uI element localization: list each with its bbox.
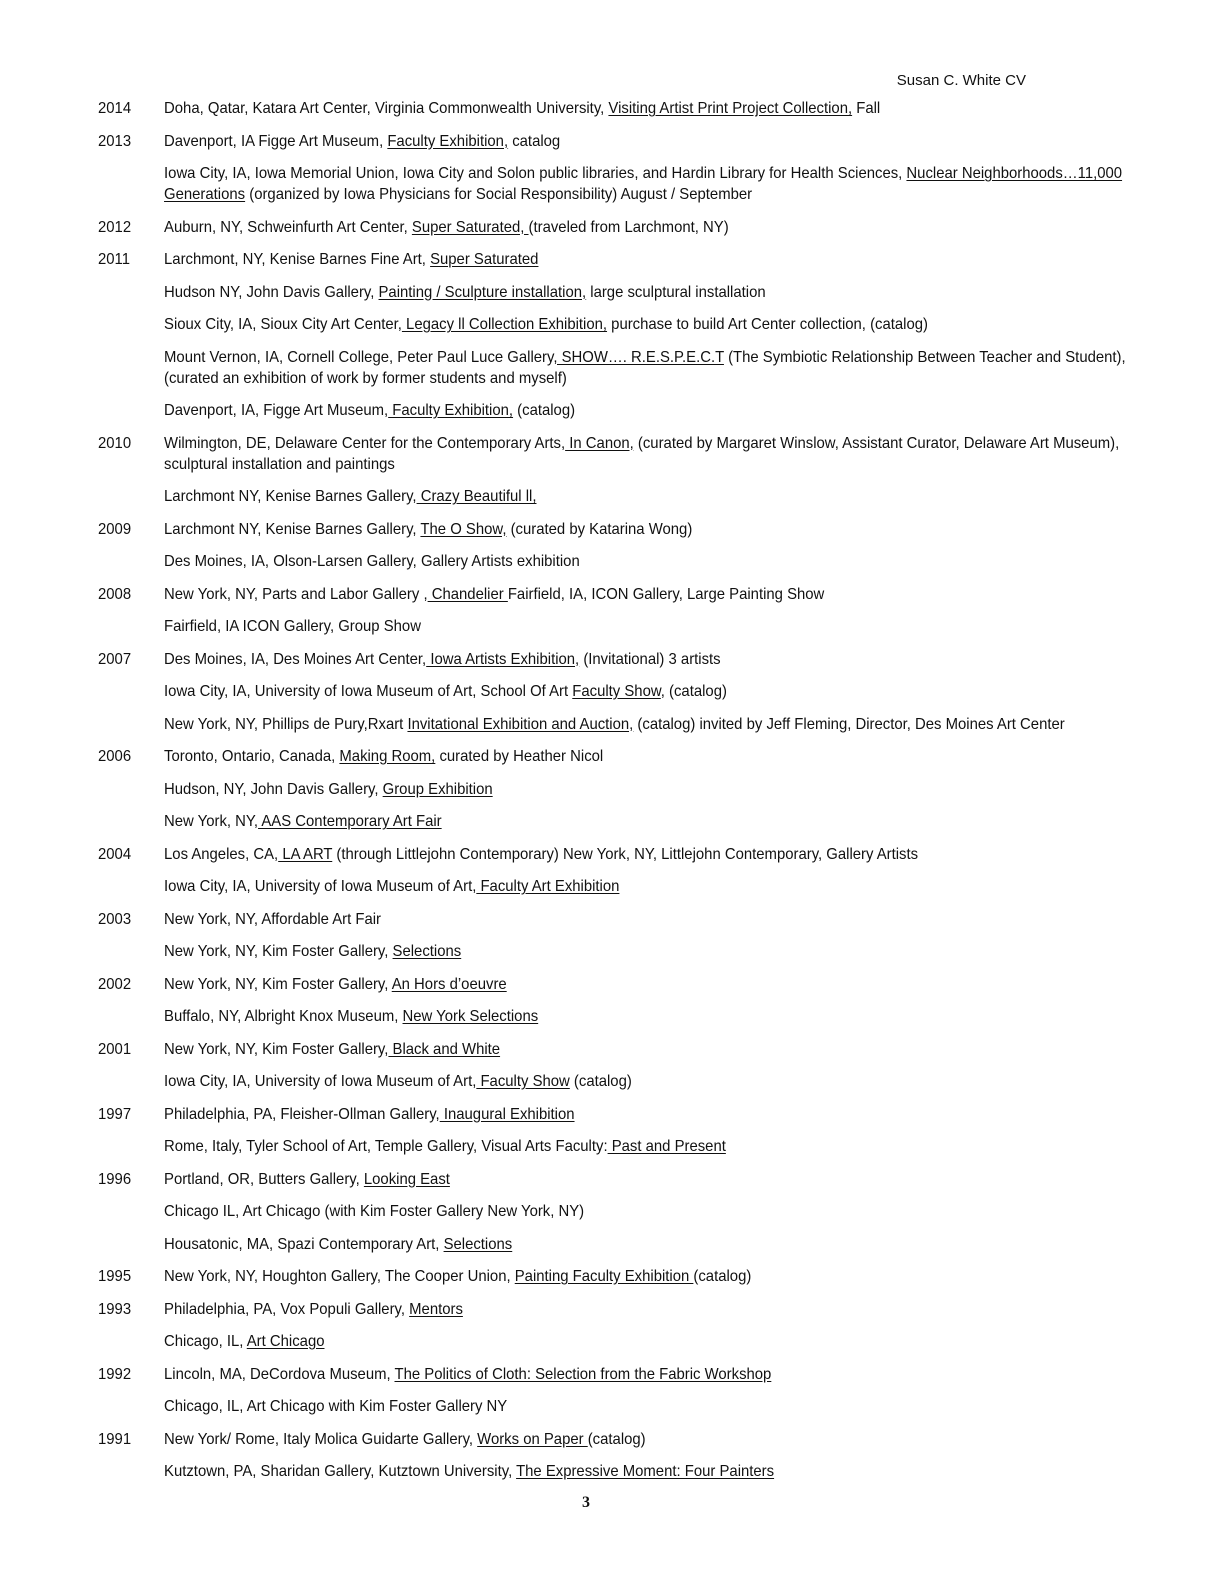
exhibition-venue: Auburn, NY, Schweinfurth Art Center, bbox=[164, 218, 412, 236]
exhibition-title: Crazy Beautiful ll, bbox=[416, 488, 537, 505]
exhibition-title: Past and Present bbox=[607, 1138, 726, 1155]
exhibition-venue: Iowa City, IA, University of Iowa Museum of Art, bbox=[164, 1073, 477, 1090]
exhibition-note: purchase to build Art Center collection, (catalog) bbox=[607, 316, 928, 333]
exhibition-entry bbox=[164, 909, 1182, 930]
exhibition-venue: Larchmont NY, Kenise Barnes Gallery, bbox=[164, 520, 421, 538]
exhibition-year: 2013 bbox=[98, 132, 132, 150]
exhibition-title: Making Room, bbox=[339, 748, 436, 765]
exhibition-note: curated by Heather Nicol bbox=[435, 748, 604, 765]
exhibition-note: (Invitational) 3 artists bbox=[579, 650, 721, 668]
exhibition-year: 2008 bbox=[98, 585, 132, 603]
exhibition-year: 2010 bbox=[98, 434, 132, 452]
exhibition-entry bbox=[164, 1331, 1182, 1352]
exhibition-row bbox=[98, 1071, 1182, 1092]
exhibition-row bbox=[98, 974, 1182, 995]
exhibition-row bbox=[98, 1201, 1182, 1222]
exhibition-title: Painting / Sculpture installation, bbox=[378, 283, 587, 301]
exhibition-entry bbox=[164, 746, 1182, 767]
exhibition-row bbox=[98, 811, 1182, 832]
exhibition-row bbox=[98, 131, 1182, 152]
exhibition-note: , (catalog) bbox=[660, 683, 727, 700]
exhibition-note: (curated by Katarina Wong) bbox=[506, 520, 693, 538]
exhibition-venue: Sioux City, IA, Sioux City Art Center, bbox=[164, 316, 402, 333]
exhibition-title: Invitational Exhibition and Auction, bbox=[407, 715, 634, 733]
exhibition-row bbox=[98, 1364, 1182, 1385]
exhibition-row bbox=[98, 314, 1182, 335]
exhibition-year: 2006 bbox=[98, 748, 132, 765]
exhibition-venue: Fairfield, IA ICON Gallery, Group Show bbox=[164, 618, 421, 635]
exhibition-note: Fall bbox=[852, 100, 881, 117]
exhibition-row bbox=[98, 519, 1182, 540]
exhibition-title: Visiting Artist Print Project Collection, bbox=[608, 100, 853, 117]
exhibition-entry bbox=[164, 249, 1182, 270]
exhibition-title: LA ART bbox=[278, 845, 333, 863]
exhibition-title: Selections bbox=[443, 1235, 513, 1253]
exhibition-entry bbox=[164, 1169, 1182, 1190]
exhibition-note: (The Symbiotic Relationship Between Teacher and Student), (curated an exhibition of work by former students and myself) bbox=[164, 348, 1126, 387]
exhibition-venue: New York, NY, Parts and Labor Gallery , bbox=[164, 585, 428, 603]
exhibition-year: 1996 bbox=[98, 1170, 132, 1188]
exhibition-year: 1997 bbox=[98, 1105, 132, 1123]
exhibition-row bbox=[98, 746, 1182, 767]
exhibition-title: Group Exhibition bbox=[382, 780, 493, 798]
exhibition-note: (through Littlejohn Contemporary) New York, NY, Littlejohn Contemporary, Gallery Artists bbox=[332, 845, 919, 863]
exhibition-entry bbox=[164, 314, 1182, 335]
exhibition-note: large sculptural installation bbox=[586, 283, 766, 301]
exhibition-title: Painting Faculty Exhibition bbox=[514, 1268, 694, 1285]
exhibition-year: 2004 bbox=[98, 845, 132, 863]
exhibition-note: (catalog) bbox=[569, 1073, 632, 1090]
exhibition-note: (traveled from Larchmont, NY) bbox=[528, 218, 729, 236]
exhibition-title: Faculty Exhibition, bbox=[388, 402, 514, 419]
exhibition-title: An Hors d’oeuvre bbox=[391, 975, 507, 993]
exhibition-year: 2007 bbox=[98, 650, 132, 668]
exhibition-entry bbox=[164, 876, 1182, 897]
exhibition-title: Nuclear Neighborhoods…11,000 Generations bbox=[164, 165, 1123, 203]
exhibition-entry bbox=[164, 347, 1182, 389]
exhibition-year: 2002 bbox=[98, 975, 132, 993]
exhibition-title: , SHOW…. R.E.S.P.E.C.T bbox=[553, 348, 724, 366]
exhibition-row bbox=[98, 217, 1182, 238]
exhibition-row bbox=[98, 779, 1182, 800]
exhibition-year: 2009 bbox=[98, 520, 132, 538]
exhibition-entry bbox=[164, 519, 1182, 540]
exhibition-title: Iowa Artists Exhibition, bbox=[426, 650, 580, 668]
exhibition-row bbox=[98, 1104, 1182, 1125]
exhibition-venue: Iowa City, IA, University of Iowa Museum of Art, School Of Art bbox=[164, 683, 573, 700]
exhibition-row bbox=[98, 1396, 1182, 1417]
exhibition-venue: New York/ Rome, Italy Molica Guidarte Gallery, bbox=[164, 1430, 478, 1448]
exhibition-entry bbox=[164, 584, 1182, 605]
exhibition-title: Super Saturated, bbox=[411, 218, 529, 236]
exhibition-row bbox=[98, 909, 1182, 930]
exhibition-title: New York Selections bbox=[402, 1008, 539, 1025]
exhibition-entry bbox=[164, 1071, 1182, 1092]
exhibition-row bbox=[98, 486, 1182, 507]
exhibition-entry bbox=[164, 1266, 1182, 1287]
exhibition-entry bbox=[164, 282, 1182, 303]
exhibition-row bbox=[98, 347, 1182, 389]
exhibition-note: (catalog) bbox=[513, 402, 576, 419]
exhibition-row bbox=[98, 1234, 1182, 1255]
exhibition-venue: Chicago, IL, bbox=[164, 1333, 247, 1350]
exhibition-row bbox=[98, 249, 1182, 270]
exhibition-entry bbox=[164, 551, 1182, 572]
exhibition-venue: New York, NY, Houghton Gallery, The Cooper Union, bbox=[164, 1268, 515, 1285]
exhibition-entry bbox=[164, 649, 1182, 670]
exhibition-row bbox=[98, 1331, 1182, 1352]
exhibition-entry bbox=[164, 131, 1182, 152]
exhibition-venue: Iowa City, IA, University of Iowa Museum of Art, bbox=[164, 878, 477, 895]
exhibition-entry bbox=[164, 616, 1182, 637]
exhibition-row bbox=[98, 681, 1182, 702]
exhibition-entry bbox=[164, 433, 1182, 475]
exhibition-note: Fairfield, IA, ICON Gallery, Large Painting Show bbox=[507, 585, 825, 603]
exhibition-entry bbox=[164, 1136, 1182, 1157]
exhibition-venue: Chicago, IL, Art Chicago with Kim Foster Gallery NY bbox=[164, 1398, 508, 1415]
exhibition-title: The Politics of Cloth: Selection from the Fabric Workshop bbox=[394, 1365, 772, 1383]
exhibition-row bbox=[98, 844, 1182, 865]
exhibition-title: Faculty Show bbox=[476, 1073, 570, 1090]
exhibition-year: 2014 bbox=[98, 100, 132, 117]
exhibition-row bbox=[98, 1006, 1182, 1027]
exhibition-year: 1991 bbox=[98, 1430, 132, 1448]
exhibition-list bbox=[98, 98, 1128, 1494]
exhibition-title: Legacy ll Collection Exhibition, bbox=[401, 316, 608, 333]
exhibition-title: Selections bbox=[392, 943, 462, 960]
exhibition-entry bbox=[164, 844, 1182, 865]
exhibition-venue: Chicago IL, Art Chicago (with Kim Foster Gallery New York, NY) bbox=[164, 1203, 585, 1220]
exhibition-year: 2003 bbox=[98, 910, 132, 928]
exhibition-note: (catalog) bbox=[587, 1430, 646, 1448]
exhibition-entry bbox=[164, 1429, 1182, 1450]
exhibition-venue: Mount Vernon, IA, Cornell College, Peter Paul Luce Gallery bbox=[164, 348, 554, 366]
exhibition-year: 2012 bbox=[98, 218, 132, 236]
exhibition-title: Chandelier bbox=[427, 585, 508, 603]
exhibition-note: (catalog) bbox=[693, 1268, 752, 1285]
exhibition-venue: New York, NY, Kim Foster Gallery, bbox=[164, 1040, 389, 1058]
exhibition-venue: New York, NY, Kim Foster Gallery, bbox=[164, 975, 392, 993]
exhibition-row bbox=[98, 1461, 1182, 1482]
exhibition-row bbox=[98, 1136, 1182, 1157]
exhibition-venue: Hudson NY, John Davis Gallery, bbox=[164, 283, 379, 301]
exhibition-row bbox=[98, 649, 1182, 670]
exhibition-title: Inaugural Exhibition bbox=[439, 1105, 575, 1123]
exhibition-venue: New York, NY, bbox=[164, 813, 259, 830]
exhibition-title: Art Chicago bbox=[246, 1333, 325, 1350]
exhibition-entry bbox=[164, 1299, 1182, 1320]
exhibition-venue: Des Moines, IA, Des Moines Art Center, bbox=[164, 650, 427, 668]
exhibition-venue: Iowa City, IA, Iowa Memorial Union, Iowa City and Solon public libraries, and Hardin Library for Health Sciences, bbox=[164, 165, 907, 182]
exhibition-venue: New York, NY, Kim Foster Gallery, bbox=[164, 943, 393, 960]
exhibition-venue: Larchmont NY, Kenise Barnes Gallery, bbox=[164, 488, 417, 505]
exhibition-venue: Portland, OR, Butters Gallery, bbox=[164, 1170, 364, 1188]
exhibition-entry bbox=[164, 1234, 1182, 1255]
exhibition-venue: New York, NY, Affordable Art Fair bbox=[164, 910, 382, 928]
exhibition-venue: Buffalo, NY, Albright Knox Museum, bbox=[164, 1008, 403, 1025]
exhibition-entry bbox=[164, 1396, 1182, 1417]
exhibition-entry bbox=[164, 974, 1182, 995]
exhibition-entry bbox=[164, 1104, 1182, 1125]
exhibition-row bbox=[98, 1266, 1182, 1287]
exhibition-title: In Canon, bbox=[565, 434, 634, 452]
exhibition-year: 2001 bbox=[98, 1040, 132, 1058]
exhibition-entry bbox=[164, 941, 1182, 962]
exhibition-row bbox=[98, 163, 1182, 205]
exhibition-title: AAS Contemporary Art Fair bbox=[258, 813, 442, 830]
exhibition-venue: Hudson, NY, John Davis Gallery, bbox=[164, 780, 383, 798]
exhibition-entry bbox=[164, 486, 1182, 507]
exhibition-title: Works on Paper bbox=[477, 1430, 588, 1448]
exhibition-note: (curated by Margaret Winslow, Assistant Curator, Delaware Art Museum), sculptural installation and paintings bbox=[164, 434, 1120, 473]
exhibition-title: Super Saturated bbox=[430, 251, 539, 268]
exhibition-row bbox=[98, 876, 1182, 897]
exhibition-title: Faculty Show bbox=[572, 683, 661, 700]
exhibition-venue: Des Moines, IA, Olson-Larsen Gallery, Gallery Artists exhibition bbox=[164, 553, 580, 570]
exhibition-entry bbox=[164, 400, 1182, 421]
exhibition-row bbox=[98, 1039, 1182, 1060]
exhibition-year: 1995 bbox=[98, 1268, 132, 1285]
exhibition-venue: Davenport, IA, Figge Art Museum, bbox=[164, 402, 389, 419]
exhibition-row bbox=[98, 433, 1182, 475]
exhibition-venue: Philadelphia, PA, Fleisher-Ollman Gallery, bbox=[164, 1105, 440, 1123]
exhibition-venue: Larchmont, NY, Kenise Barnes Fine Art, bbox=[164, 251, 431, 268]
exhibition-title: The Expressive Moment: Four Painters bbox=[516, 1463, 775, 1480]
exhibition-venue: Los Angeles, CA, bbox=[164, 845, 279, 863]
exhibition-row bbox=[98, 584, 1182, 605]
exhibition-row bbox=[98, 714, 1182, 735]
exhibition-entry bbox=[164, 1461, 1182, 1482]
exhibition-year: 1992 bbox=[98, 1365, 132, 1383]
exhibition-year: 2011 bbox=[98, 251, 130, 268]
exhibition-row bbox=[98, 98, 1182, 119]
exhibition-entry bbox=[164, 217, 1182, 238]
exhibition-entry bbox=[164, 681, 1182, 702]
exhibition-row bbox=[98, 551, 1182, 572]
exhibition-title: Mentors bbox=[409, 1300, 463, 1318]
exhibition-entry bbox=[164, 779, 1182, 800]
exhibition-row bbox=[98, 1429, 1182, 1450]
exhibition-title: Faculty Exhibition, bbox=[387, 132, 509, 150]
exhibition-venue: Doha, Qatar, Katara Art Center, Virginia Commonwealth University, bbox=[164, 100, 609, 117]
exhibition-venue: Housatonic, MA, Spazi Contemporary Art, bbox=[164, 1235, 444, 1253]
page-number: 3 bbox=[582, 1494, 590, 1511]
exhibition-title: Faculty Art Exhibition bbox=[476, 878, 620, 895]
exhibition-venue: Rome, Italy, Tyler School of Art, Temple Gallery, Visual Arts Faculty: bbox=[164, 1138, 608, 1155]
exhibition-venue: Kutztown, PA, Sharidan Gallery, Kutztown University, bbox=[164, 1463, 517, 1480]
exhibition-entry bbox=[164, 714, 1182, 735]
exhibition-entry bbox=[164, 811, 1182, 832]
exhibition-title: Looking East bbox=[363, 1170, 450, 1188]
exhibition-venue: Philadelphia, PA, Vox Populi Gallery, bbox=[164, 1300, 410, 1318]
exhibition-row bbox=[98, 1169, 1182, 1190]
exhibition-row bbox=[98, 1299, 1182, 1320]
exhibition-entry bbox=[164, 163, 1182, 205]
exhibition-note: (catalog) invited by Jeff Fleming, Director, Des Moines Art Center bbox=[633, 715, 1065, 733]
exhibition-entry bbox=[164, 1039, 1182, 1060]
exhibition-venue: New York, NY, Phillips de Pury,Rxart bbox=[164, 715, 408, 733]
exhibition-entry bbox=[164, 1201, 1182, 1222]
exhibition-row bbox=[98, 941, 1182, 962]
exhibition-row bbox=[98, 400, 1182, 421]
page-header: Susan C. White CV bbox=[896, 72, 1026, 89]
exhibition-row bbox=[98, 282, 1182, 303]
exhibition-venue: Toronto, Ontario, Canada, bbox=[164, 748, 340, 765]
exhibition-year: 1993 bbox=[98, 1300, 132, 1318]
exhibition-row bbox=[98, 616, 1182, 637]
exhibition-entry bbox=[164, 1364, 1182, 1385]
exhibition-note: catalog bbox=[508, 132, 561, 150]
exhibition-venue: Lincoln, MA, DeCordova Museum, bbox=[164, 1365, 395, 1383]
exhibition-entry bbox=[164, 98, 1182, 119]
exhibition-title: Black and White bbox=[388, 1040, 501, 1058]
exhibition-venue: Wilmington, DE, Delaware Center for the Contemporary Arts, bbox=[164, 434, 566, 452]
exhibition-title: The O Show, bbox=[420, 520, 507, 538]
exhibition-venue: Davenport, IA Figge Art Museum, bbox=[164, 132, 388, 150]
exhibition-entry bbox=[164, 1006, 1182, 1027]
exhibition-note: (organized by Iowa Physicians for Social Responsibility) August / September bbox=[245, 186, 753, 203]
